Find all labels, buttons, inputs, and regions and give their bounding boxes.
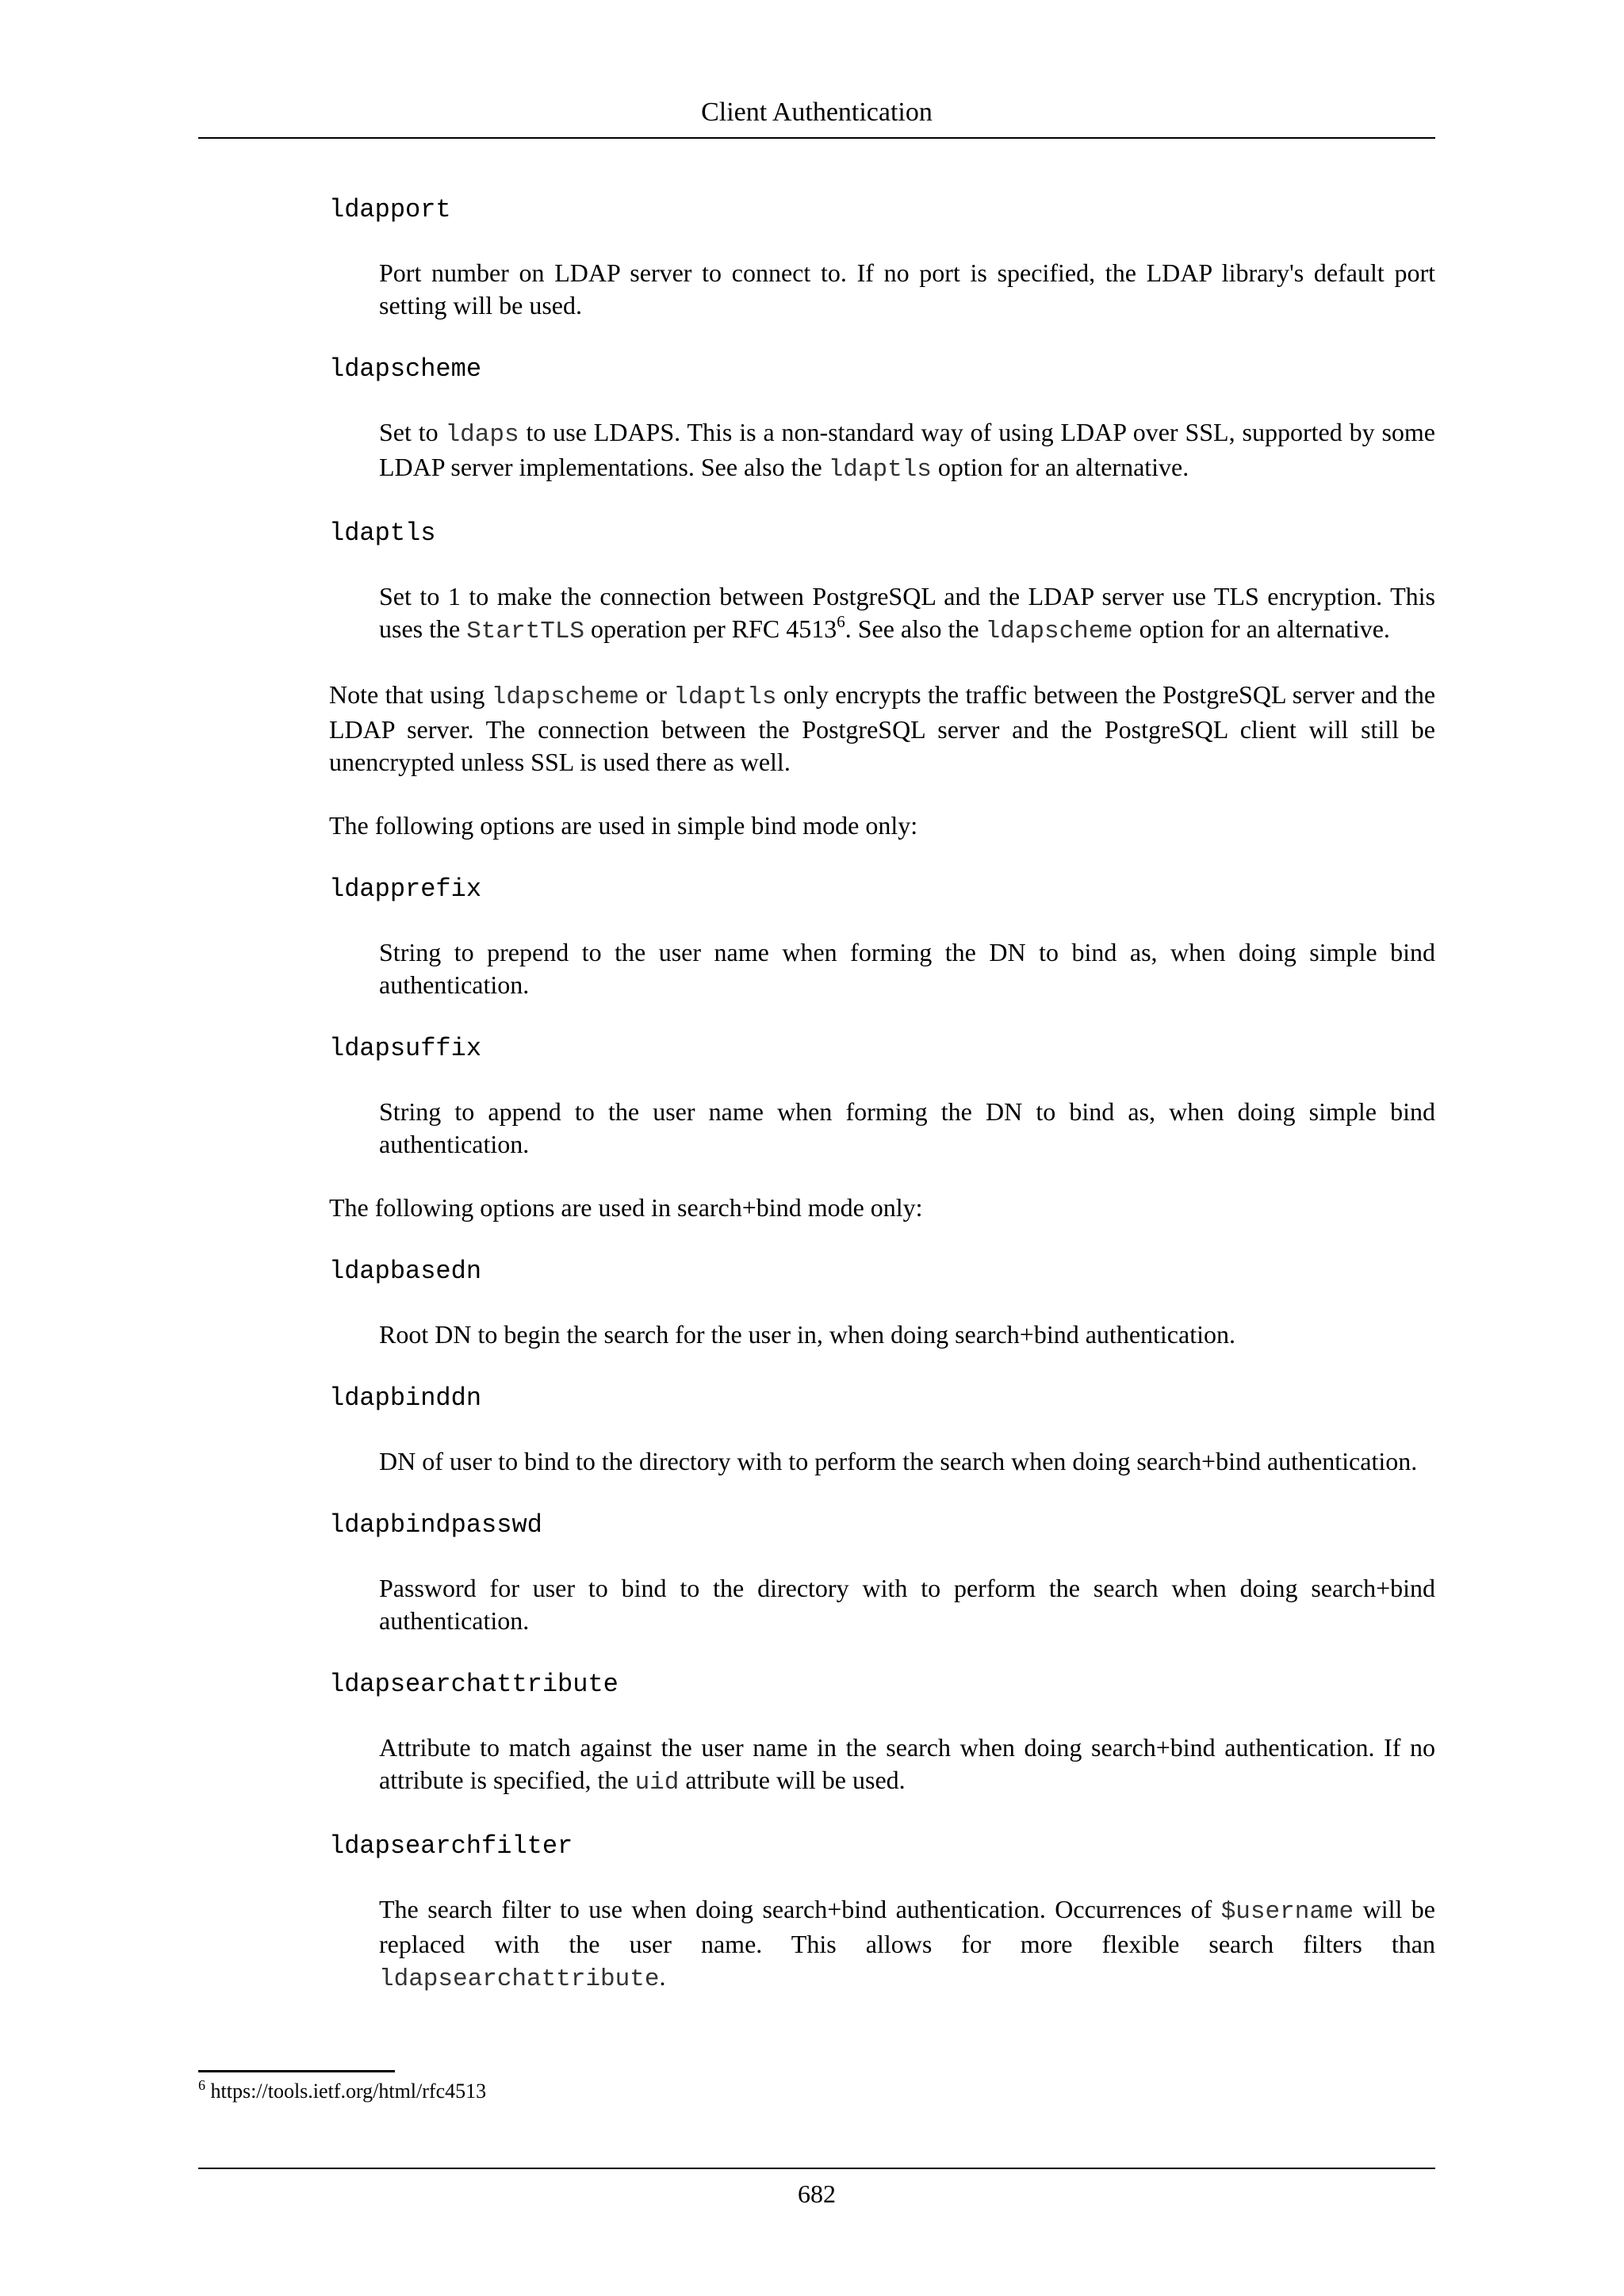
note-paragraph	[329, 679, 1435, 779]
definition-ldapscheme	[379, 416, 1435, 486]
definition-ldapsearchattribute	[379, 1732, 1435, 1799]
term-ldapbindpasswd: ldapbindpasswd	[329, 1510, 542, 1540]
definition-ldapport: Port number on LDAP server to connect to. If no port is specified, the LDAP library's default port setting will be used.	[379, 258, 1435, 320]
term-ldapbasedn: ldapbasedn	[329, 1257, 482, 1286]
term-ldapbinddn: ldapbinddn	[329, 1383, 482, 1413]
page-content	[329, 193, 1435, 2026]
text-span: to use LDAPS. This is a non-standard way of using LDAP over SSL, supported by some LDAP server implementations. See also the	[379, 418, 1436, 481]
text-span: .	[659, 1962, 666, 1991]
footnote-ref[interactable]: 6	[837, 612, 845, 631]
text-span: operation per RFC 4513	[584, 614, 837, 643]
text-span: Attribute to match against the user name in the search when doing search+bind authentication. If no attribute is specified, the	[379, 1733, 1435, 1794]
code-literal: ldaps	[445, 421, 519, 449]
term-ldapprefix: ldapprefix	[329, 874, 482, 904]
term-ldapscheme: ldapscheme	[329, 354, 482, 384]
text-span: Set to	[379, 418, 446, 446]
footnote	[198, 2077, 486, 2106]
code-literal: $username	[1220, 1898, 1354, 1926]
term-ldaptls: ldaptls	[329, 519, 436, 548]
code-literal: ldaptls	[828, 456, 932, 484]
simple-bind-intro: The following options are used in simple bind mode only:	[329, 811, 918, 840]
text-span: Set to 1 to make the connection between PostgreSQL and the LDAP server use TLS encryption. This uses the	[379, 582, 1435, 643]
term-ldapsearchattribute: ldapsearchattribute	[329, 1670, 619, 1699]
running-header: Client Authentication	[701, 98, 933, 127]
code-literal: uid	[634, 1769, 680, 1797]
definition-ldapbasedn: Root DN to begin the search for the user in, when doing search+bind authentication.	[379, 1320, 1235, 1349]
code-literal: ldapsearchattribute	[379, 1965, 660, 1993]
text-span: only encrypts the traffic between the PostgreSQL server and the LDAP server. The connection between the PostgreSQL server and the PostgreSQL client will still be unencrypted unless SSL is used there as well.	[329, 680, 1436, 776]
text-span: attribute will be used.	[679, 1766, 906, 1794]
text-span: . See also the	[845, 614, 986, 643]
page-number: 682	[798, 2179, 836, 2208]
footer-rule	[198, 2168, 1435, 2169]
definition-ldapbindpasswd: Password for user to bind to the directory with to perform the search when doing search+bind authentication.	[379, 1574, 1435, 1635]
header-rule	[198, 137, 1435, 139]
definition-ldapbinddn: DN of user to bind to the directory with to perform the search when doing search+bind authentication.	[379, 1447, 1418, 1475]
text-span: option for an alternative.	[1132, 614, 1390, 643]
term-ldapport: ldapport	[329, 195, 451, 224]
footnote-rule	[198, 2070, 395, 2072]
code-literal: StartTLS	[466, 618, 585, 645]
text-span: will be replaced with the user name. This allows for more flexible search filters than	[379, 1895, 1436, 1958]
text-span: The search filter to use when doing search+bind authentication. Occurrences of	[379, 1895, 1221, 1923]
text-span: Note that using	[329, 680, 492, 709]
text-span: option for an alternative.	[931, 453, 1189, 481]
code-literal: ldaptls	[673, 683, 777, 711]
definition-ldapprefix: String to prepend to the user name when forming the DN to bind as, when doing simple bind authentication.	[379, 938, 1435, 999]
code-literal: ldapscheme	[985, 618, 1133, 645]
term-ldapsearchfilter: ldapsearchfilter	[329, 1831, 573, 1861]
code-literal: ldapscheme	[491, 683, 639, 711]
definition-ldapsearchfilter	[379, 1893, 1435, 1996]
text-span: or	[638, 680, 674, 709]
footnote-link[interactable]: https://tools.ietf.org/html/rfc4513	[205, 2080, 487, 2103]
definition-ldaptls	[379, 580, 1435, 648]
definition-ldapsuffix: String to append to the user name when forming the DN to bind as, when doing simple bind authentication.	[379, 1097, 1435, 1158]
term-ldapsuffix: ldapsuffix	[329, 1034, 482, 1063]
footnote-marker: 6	[198, 2077, 205, 2093]
search-bind-intro: The following options are used in search+bind mode only:	[329, 1193, 923, 1222]
